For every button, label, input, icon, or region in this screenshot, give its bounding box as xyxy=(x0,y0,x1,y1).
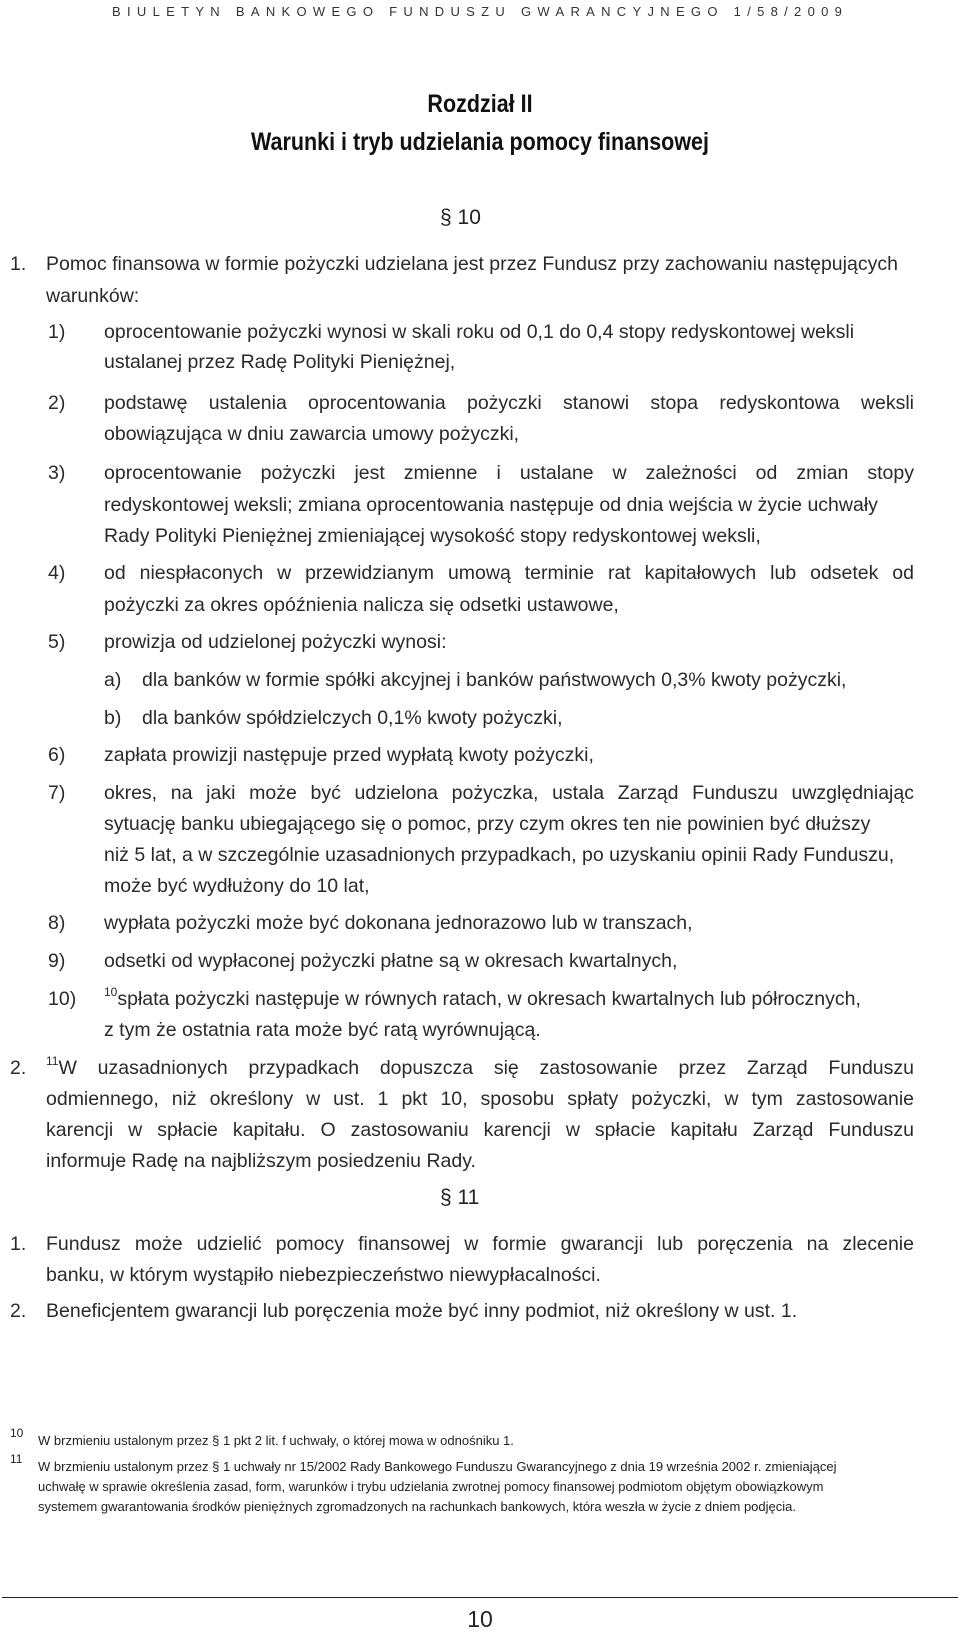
item-7-line: może być wydłużony do 10 lat, xyxy=(104,875,370,897)
subitem-b-number: b) xyxy=(104,707,122,729)
footnote-11-text: uchwałę w sprawie określenia zasad, form, warunków i trybu udzielania zwrotnej pomocy finansowej podmiotom objętym obowiązkowym xyxy=(38,1479,824,1494)
footnote-11-number: 11 xyxy=(10,1452,23,1466)
subitem-a-line: dla banków w formie spółki akcyjnej i banków państwowych 0,3% kwoty pożyczki, xyxy=(142,669,847,691)
item-7-line: okres, na jaki może być udzielona pożyczka, ustala Zarząd Funduszu uwzględniając xyxy=(104,782,914,804)
ust-2-line: informuje Radę na najbliższym posiedzeniu Rady. xyxy=(46,1150,476,1172)
item-10-line xyxy=(104,985,861,1011)
chapter-title: Warunki i tryb udzielania pomocy finansowej xyxy=(251,128,709,156)
footnote-10-text: W brzmieniu ustalonym przez § 1 pkt 2 lit. f uchwały, o której mowa w odnośniku 1. xyxy=(38,1433,514,1448)
item-5-line: prowizja od udzielonej pożyczki wynosi: xyxy=(104,631,447,653)
subitem-a-number: a) xyxy=(104,669,122,691)
footnote-11-text: W brzmieniu ustalonym przez § 1 uchwały nr 15/2002 Rady Bankowego Funduszu Gwarancyjnego z dnia 19 września 2002 r. zmieniającej xyxy=(38,1459,837,1474)
item-9-number: 9) xyxy=(48,950,66,972)
item-3-number: 3) xyxy=(48,462,66,484)
running-header: BIULETYN BANKOWEGO FUNDUSZU GWARANCYJNEGO 1/58/2009 xyxy=(112,4,849,19)
item-8-line: wypłata pożyczki może być dokonana jednorazowo lub w transzach, xyxy=(104,912,693,934)
item-1-line: ustalanej przez Radę Polityki Pieniężnej, xyxy=(104,351,456,373)
item-5-number: 5) xyxy=(48,631,66,653)
ust-1-line-2: warunków: xyxy=(46,285,140,307)
ust-1-number: 1. xyxy=(10,253,27,275)
section-11-heading: § 11 xyxy=(440,1186,480,1209)
item-9-line: odsetki od wypłaconej pożyczki płatne są w okresach kwartalnych, xyxy=(104,950,678,972)
chapter-number: Rozdział II xyxy=(427,90,533,118)
item-4-line: pożyczki za okres opóźnienia nalicza się odsetki ustawowe, xyxy=(104,594,619,616)
p11-ust-1-line: banku, w którym wystąpiło niebezpieczeństwo niewypłacalności. xyxy=(46,1264,601,1286)
page-number: 10 xyxy=(467,1606,493,1632)
item-3-line: oprocentowanie pożyczki jest zmienne i ustalane w zależności od zmian stopy xyxy=(104,462,914,484)
item-4-line: od niespłaconych w przewidzianym umową terminie rat kapitałowych lub odsetek od xyxy=(104,562,914,584)
item-1-number: 1) xyxy=(48,321,66,343)
p11-ust-1-number: 1. xyxy=(10,1233,27,1255)
item-10-text: spłata pożyczki następuje w równych ratach, w okresach kwartalnych lub półrocznych, xyxy=(117,988,861,1010)
footer-rule xyxy=(2,1597,958,1598)
item-7-number: 7) xyxy=(48,782,66,804)
item-6-number: 6) xyxy=(48,744,66,766)
subitem-b-line: dla banków spółdzielczych 0,1% kwoty pożyczki, xyxy=(142,707,563,729)
item-7-line: niż 5 lat, a w szczególnie uzasadnionych przypadkach, po uzyskaniu opinii Rady Funduszu, xyxy=(104,844,895,866)
item-4-number: 4) xyxy=(48,562,66,584)
p11-ust-1-line: Fundusz może udzielić pomocy finansowej w formie gwarancji lub poręczenia na zlecenie xyxy=(46,1233,914,1255)
p11-ust-2-line: Beneficjentem gwarancji lub poręczenia może być inny podmiot, niż określony w ust. 1. xyxy=(46,1300,798,1322)
ust-1-line-1: Pomoc finansowa w formie pożyczki udzielana jest przez Fundusz przy zachowaniu następujących xyxy=(46,253,898,275)
footnote-ref-10[interactable]: 10 xyxy=(104,985,118,999)
ust-2-line xyxy=(46,1054,914,1080)
p11-ust-2-number: 2. xyxy=(10,1300,27,1322)
item-10-line: z tym że ostatnia rata może być ratą wyrównującą. xyxy=(104,1019,541,1041)
ust-2-line: odmiennego, niż określony w ust. 1 pkt 10, sposobu spłaty pożyczki, w tym zastosowanie xyxy=(46,1088,914,1110)
item-7-line: sytuację banku ubiegającego się o pomoc, przy czym okres ten nie powinien być dłuższy xyxy=(104,813,871,835)
footnote-10-number: 10 xyxy=(10,1426,24,1440)
item-2-number: 2) xyxy=(48,392,66,414)
ust-2-line: karencji w spłacie kapitału. O zastosowaniu karencji w spłacie kapitału Zarząd Funduszu xyxy=(46,1119,914,1141)
item-3-line: Rady Polityki Pieniężnej zmieniającej wysokość stopy redyskontowej weksli, xyxy=(104,525,761,547)
item-1-line: oprocentowanie pożyczki wynosi w skali roku od 0,1 do 0,4 stopy redyskontowej weksli xyxy=(104,321,855,343)
section-10-heading: § 10 xyxy=(440,206,481,229)
footnote-ref-11[interactable]: 11 xyxy=(46,1054,59,1068)
item-10-number: 10) xyxy=(48,988,77,1010)
item-6-line: zapłata prowizji następuje przed wypłatą kwoty pożyczki, xyxy=(104,744,594,766)
item-2-line: obowiązująca w dniu zawarcia umowy pożyczki, xyxy=(104,423,520,445)
ust-2-text: W uzasadnionych przypadkach dopuszcza się zastosowanie przez Zarząd Funduszu xyxy=(58,1057,914,1079)
ust-2-number: 2. xyxy=(10,1057,27,1079)
item-3-line: redyskontowej weksli; zmiana oprocentowania następuje od dnia wejścia w życie uchwały xyxy=(104,494,878,516)
item-2-line: podstawę ustalenia oprocentowania pożyczki stanowi stopa redyskontowa weksli xyxy=(104,392,914,414)
footnote-11-text: systemem gwarantowania środków pieniężnych zgromadzonych na rachunkach bankowych, która weszła w życie z dniem podjęcia. xyxy=(38,1499,796,1514)
item-8-number: 8) xyxy=(48,912,66,934)
